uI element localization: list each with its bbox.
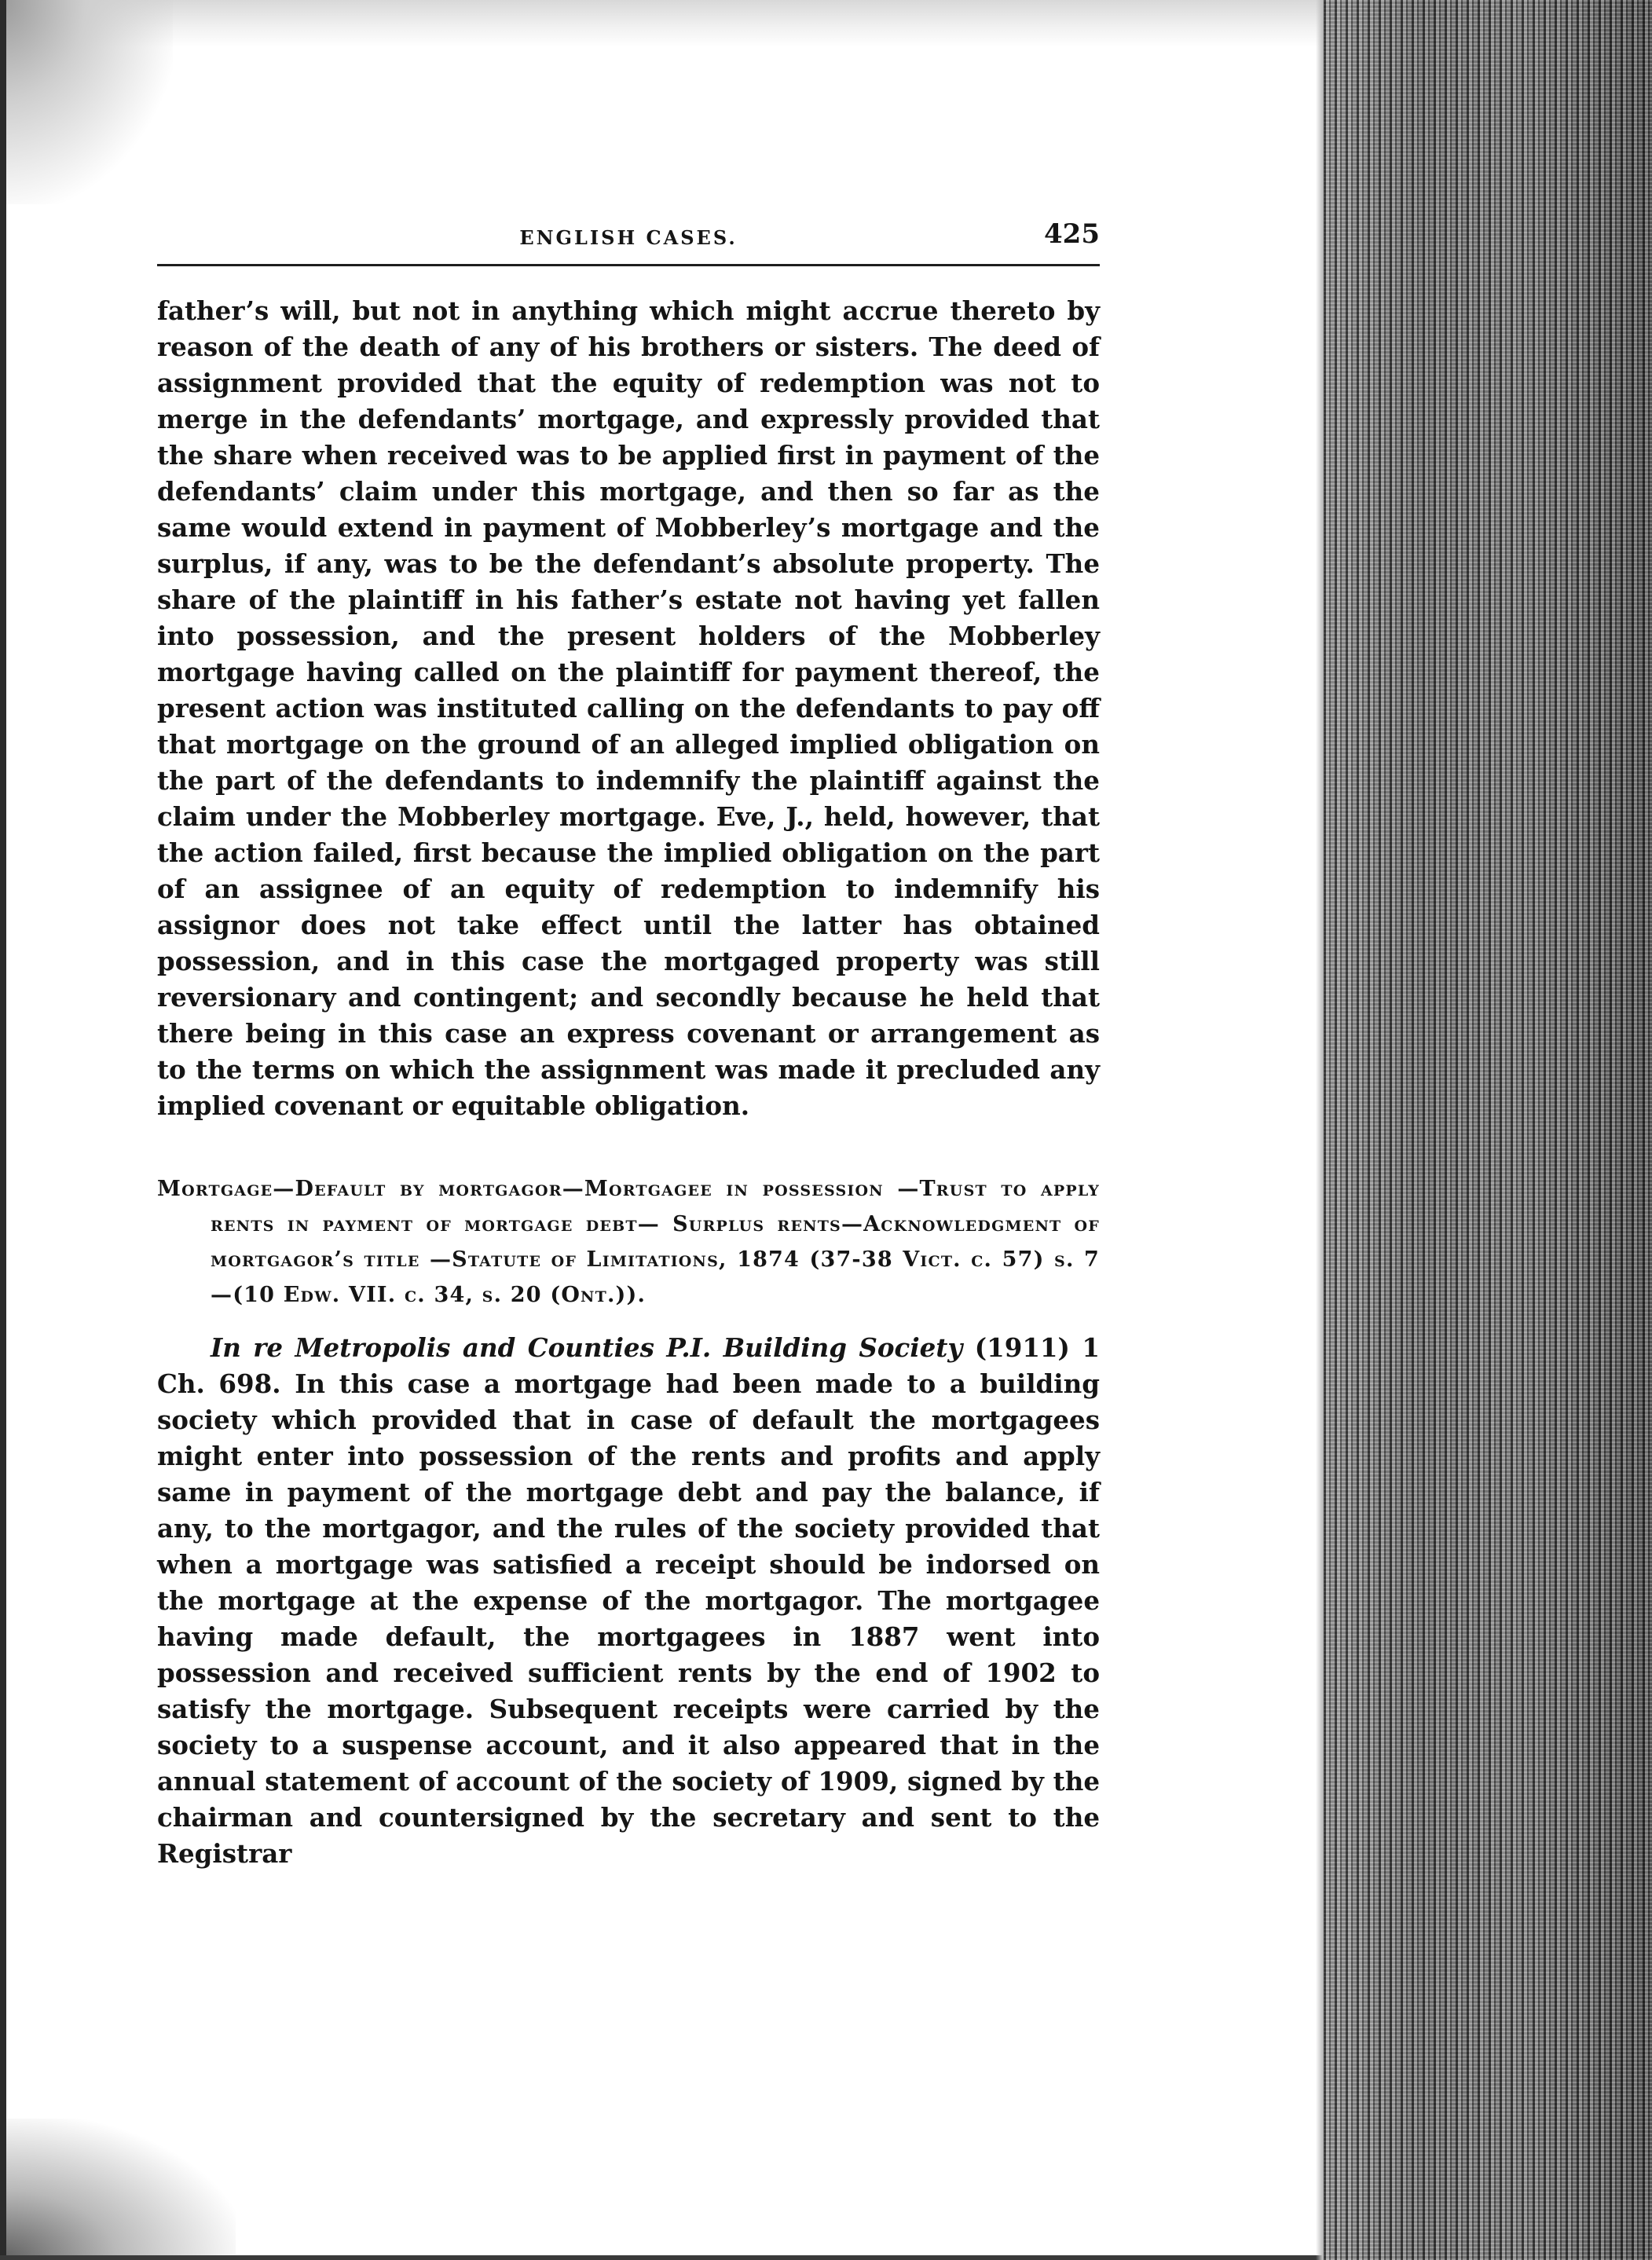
scan-shadow-corner-bottom <box>0 2119 236 2260</box>
running-header <box>157 212 1100 259</box>
running-title: ENGLISH CASES. <box>519 226 738 249</box>
section-heading: Mortgage—Default by mortgagor—Mortgagee in possession —Trust to apply rents in payment of mortgage debt— Surplus rents—Acknowledgment of mortgagor’s title —Statute of Limitations, 1874 (37-38 Vict. c. 57) s. 7 —(10 Edw. VII. c. 34, s. 20 (Ont.)). <box>157 1177 1101 1307</box>
paragraph-continuation: father’s will, but not in anything which might accrue thereto by reason of the death of any of his brothers or sisters. The deed of assignment provided that the equity of redemption was not to merge in the defendants’ mortgage, and expressly provided that the share when received was to be applied first in payment of the defendants’ claim under this mortgage, and then so far as the same would extend in payment of Mobberley’s mortgage and the surplus, if any, was to be the defendant’s absolute property. The share of the plaintiff in his father’s estate not having yet fallen into possession, and the present holders of the Mobberley mortgage having called on the plaintiff for payment thereof, the present action was instituted calling on the defendants to pay off that mortgage on the ground of an alleged implied obligation on the part of the defendants to indemnify the plaintiff against the claim under the Mobberley mortgage. Eve, J., held, however, that the action failed, first because the implied obligation on the part of an assignee of an equity of redemption to indemnify his assignor does not take effect until the latter has obtained possession, and in this case the mortgaged property was still reversionary and contingent; and secondly because he held that there being in this case an express covenant or arrangement as to the terms on which the assignment was made it precluded any implied covenant or equitable obligation. <box>157 295 1100 1121</box>
scan-border-bottom <box>0 2255 1328 2260</box>
scan-shadow-corner <box>0 0 173 204</box>
case-paragraph-text: (1911) 1 Ch. 698. In this case a mortgage had been made to a building society which provided that in case of default the mortgagees might enter into possession of the rents and profits and apply same in payment of the mortgage debt and pay the balance, if any, to the mortgagor, and the rules of the society provided that when a mortgage was satisfied a receipt should be indorsed on the mortgage at the expense of the mortgagor. The mortgagee having made default, the mortgagees in 1887 went into possession and received sufficient rents by the end of 1902 to satisfy the mortgage. Subsequent receipts were carried by the society to a suspense account, and it also appeared that in the annual statement of account of the society of 1909, signed by the chairman and countersigned by the secretary and sent to the Registrar <box>157 1332 1101 1869</box>
book-binding-texture <box>1324 0 1652 2260</box>
case-citation-name: In re Metropolis and Counties P.I. Building Society <box>211 1332 963 1363</box>
scan-border-left <box>0 0 6 2260</box>
header-rule <box>157 264 1100 266</box>
page-number: 425 <box>1044 218 1100 250</box>
case-paragraph <box>157 1330 1100 1872</box>
book-page <box>157 212 1100 1872</box>
scan-shadow-top <box>0 0 1328 47</box>
